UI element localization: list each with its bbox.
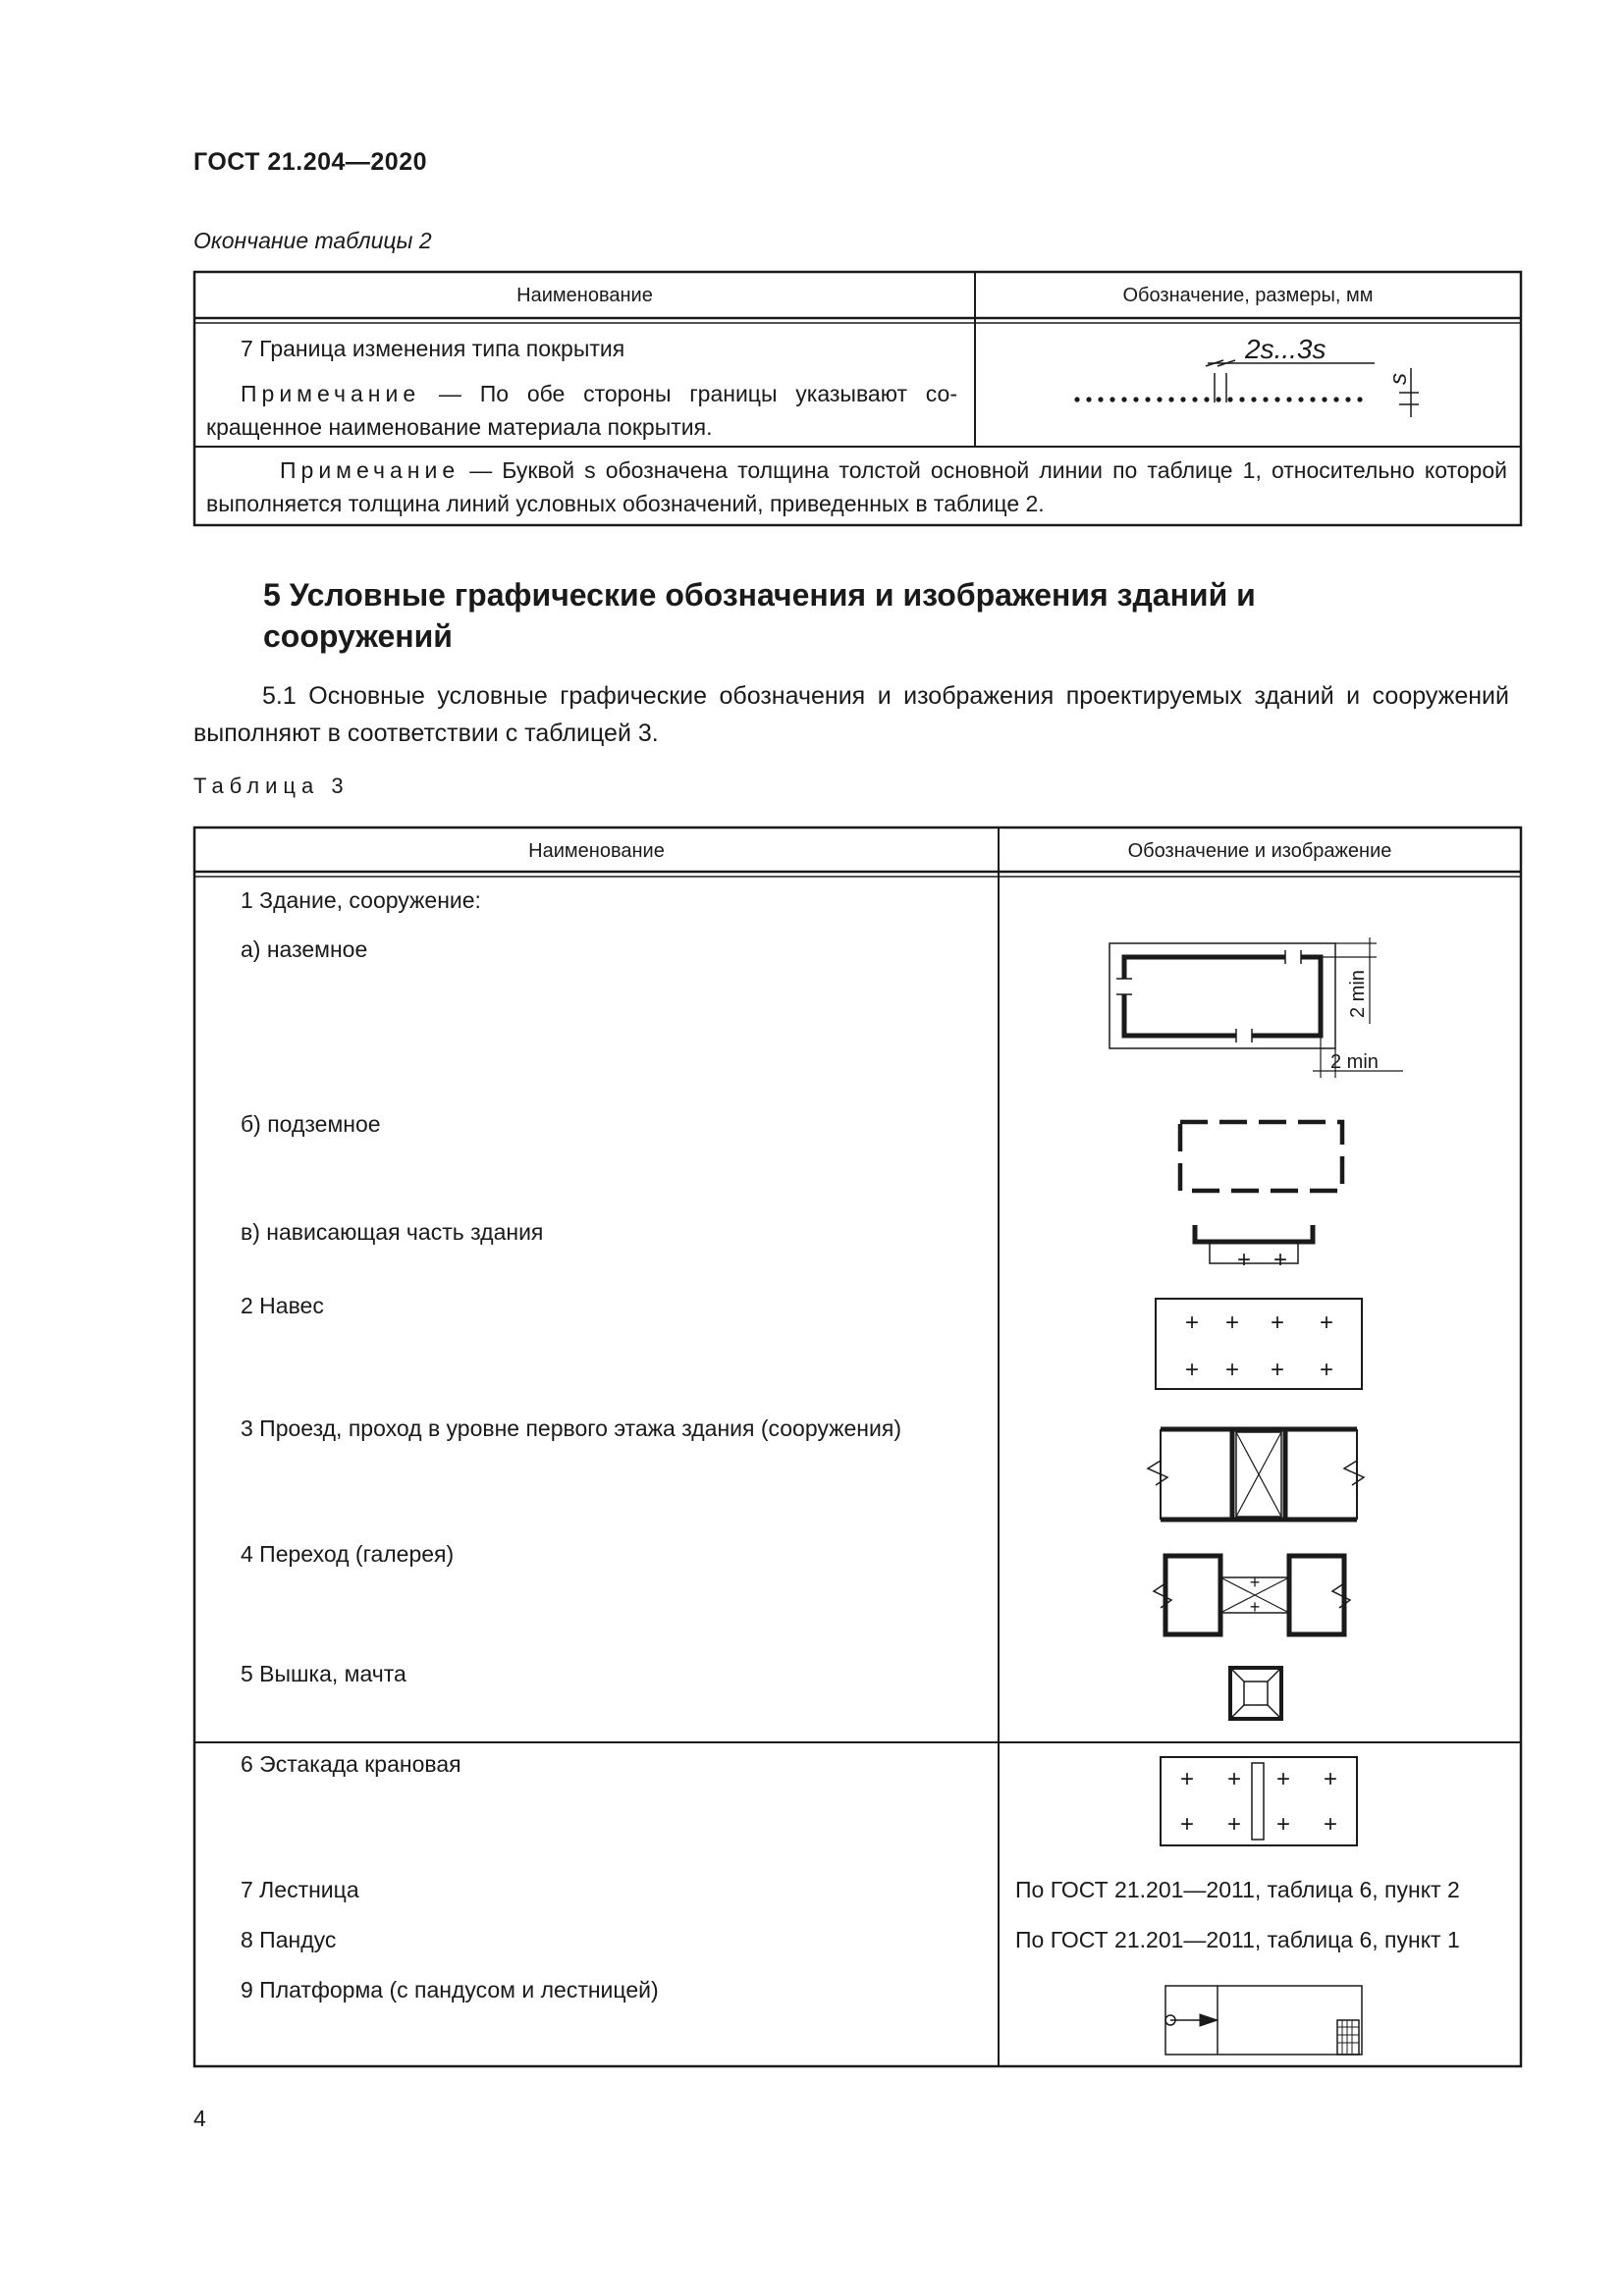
table2-row7-title: 7 Граница изменения типа покрытия: [241, 336, 625, 361]
symbol-passage: [1148, 1429, 1364, 1520]
svg-text:+: +: [1179, 1766, 1195, 1792]
svg-text:+: +: [1184, 1309, 1200, 1336]
svg-text:+: +: [1224, 1357, 1240, 1383]
table3-row-passage: 3 Проезд, проход в уровне первого этажа здания (сооружения): [241, 1415, 901, 1441]
table3-header-name: Наименование: [528, 840, 665, 862]
dim-s-label: s: [1385, 373, 1412, 385]
svg-text:+: +: [1275, 1766, 1291, 1792]
dim-2min-vertical: 2 min: [1347, 970, 1369, 1018]
section5-title: 5 Условные графические обозначения и изображения зданий и сооружений: [263, 577, 1256, 654]
svg-text:+: +: [1270, 1357, 1285, 1383]
table2-footnote: Примечание — Буквой s обозначена толщина толстой основной линии по таблице 1, относительно которой выполняется толщина линий условных обозначений, приведенных в таблице 2.: [206, 457, 1507, 516]
table3-row-tower: 5 Вышка, мачта: [241, 1661, 406, 1686]
symbol-underground-building: [1180, 1122, 1342, 1191]
table2-caption: Окончание таблицы 2: [193, 228, 432, 253]
dim-2min-horizontal: 2 min: [1330, 1051, 1379, 1073]
table3-symbols: [999, 877, 1521, 2066]
table2-header-designation: Обозначение, размеры, мм: [1122, 285, 1374, 306]
table3-row-overhang: в) нависающая часть здания: [241, 1219, 544, 1245]
svg-text:+: +: [1323, 1766, 1338, 1792]
svg-text:+: +: [1275, 1811, 1291, 1838]
dim-2s-3s-label: 2s...3s: [1245, 334, 1326, 364]
svg-text:+: +: [1319, 1357, 1334, 1383]
svg-text:+: +: [1249, 1573, 1261, 1592]
section5-paragraph: 5.1 Основные условные графические обозначения и изображения проектируемых зданий и сооружений выполняют в соответствии с таблицей 3.: [193, 682, 1509, 747]
table3-row-canopy: 2 Навес: [241, 1293, 324, 1318]
svg-text:+: +: [1270, 1309, 1285, 1336]
svg-text:+: +: [1272, 1247, 1288, 1273]
table3-ref-ramp: По ГОСТ 21.201—2011, таблица 6, пункт 1: [1015, 1927, 1460, 1952]
table3-header-designation: Обозначение и изображение: [1127, 840, 1392, 862]
svg-text:+: +: [1249, 1597, 1261, 1617]
table3-row-stairs: 7 Лестница: [241, 1877, 359, 1902]
svg-text:+: +: [1184, 1357, 1200, 1383]
symbol-platform: [1165, 1986, 1362, 2055]
svg-text:+: +: [1224, 1309, 1240, 1336]
svg-text:+: +: [1236, 1247, 1252, 1273]
coating-boundary-symbol: [1060, 324, 1453, 432]
table2-row7-note: Примечание — По обе стороны границы указывают сокращенное наименование материала покрытия.: [206, 381, 957, 440]
table3-row-platform: 9 Платформа (с пандусом и лестницей): [241, 1977, 659, 2002]
table3-row-gallery: 4 Переход (галерея): [241, 1541, 455, 1567]
svg-text:+: +: [1226, 1811, 1242, 1838]
svg-text:+: +: [1323, 1811, 1338, 1838]
table3-caption: Таблица 3: [193, 774, 350, 798]
table3-row-underground: б) подземное: [241, 1111, 381, 1137]
table3-row-above-ground: а) наземное: [241, 936, 368, 962]
table3-row-building: 1 Здание, сооружение:: [241, 887, 481, 913]
table3-ref-stairs: По ГОСТ 21.201—2011, таблица 6, пункт 2: [1015, 1877, 1460, 1902]
table3-row-crane-trestle: 6 Эстакада крановая: [241, 1751, 461, 1777]
symbol-overhang: [1195, 1225, 1313, 1263]
symbol-tower: [1230, 1668, 1281, 1719]
page-number: 4: [193, 2106, 206, 2131]
svg-text:+: +: [1226, 1766, 1242, 1792]
table3-row-ramp: 8 Пандус: [241, 1927, 337, 1952]
document-id: ГОСТ 21.204—2020: [193, 148, 428, 176]
table2-header-name: Наименование: [516, 285, 653, 306]
svg-text:+: +: [1179, 1811, 1195, 1838]
svg-text:+: +: [1319, 1309, 1334, 1336]
symbol-gallery: [1154, 1556, 1350, 1634]
